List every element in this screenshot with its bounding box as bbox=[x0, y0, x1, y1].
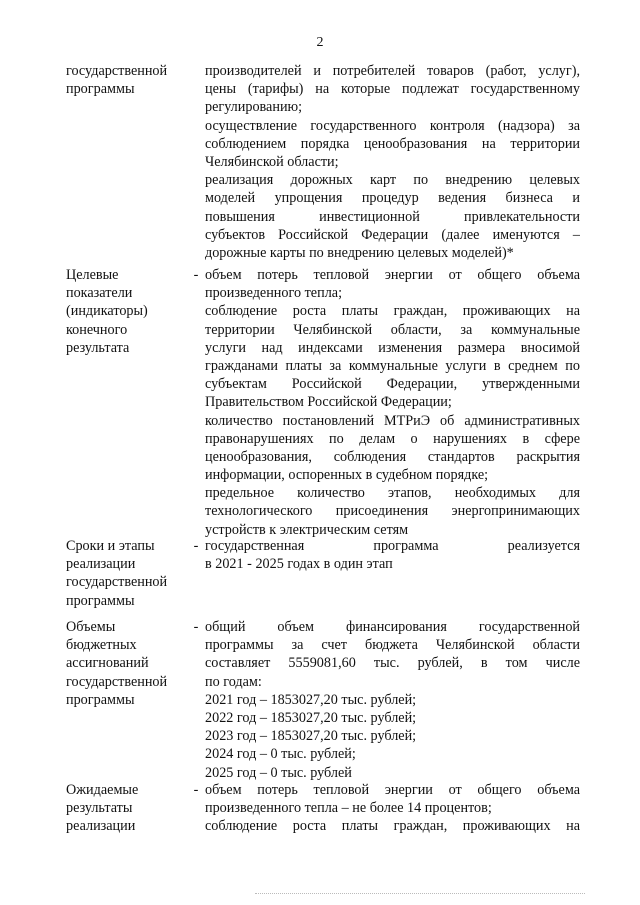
content-line: правонарушениях по делам о нарушениях в сфере bbox=[205, 430, 580, 447]
content-line: соблюдение роста платы граждан, проживающих на bbox=[205, 818, 580, 835]
content-line: услуги над индексами изменения размера вносимой bbox=[205, 339, 580, 356]
content-line: соблюдение роста платы граждан, проживающих на bbox=[205, 303, 580, 320]
section-dash: - bbox=[193, 267, 199, 283]
section-label bbox=[66, 266, 186, 357]
content-line: соблюдением порядка ценообразования на территории bbox=[205, 135, 580, 152]
label-line: реализации bbox=[66, 818, 136, 835]
content-line: регулированию; bbox=[205, 99, 303, 116]
label-line: программы bbox=[66, 81, 135, 98]
label-line: программы bbox=[66, 592, 135, 609]
label-line: ассигнований bbox=[66, 655, 149, 672]
label-line: Сроки и этапы bbox=[66, 538, 155, 554]
label-line: конечного bbox=[66, 321, 128, 338]
section-dash: - bbox=[193, 538, 199, 554]
content-line: произведенного тепла – не более 14 процентов; bbox=[205, 800, 492, 817]
section-label bbox=[66, 781, 186, 836]
scan-artifact-line bbox=[255, 893, 585, 895]
label-line: программы bbox=[66, 691, 135, 708]
section-label bbox=[66, 62, 186, 98]
content-line: повышения инвестиционной привлекательности bbox=[205, 208, 580, 225]
label-line: государственной bbox=[66, 574, 168, 591]
label-line: бюджетных bbox=[66, 637, 137, 654]
content-line: Челябинской области; bbox=[205, 153, 339, 170]
content-line: объем потерь тепловой энергии от общего объема bbox=[205, 782, 580, 798]
page-number: 2 bbox=[316, 35, 324, 50]
section-content bbox=[205, 62, 580, 262]
content-line: гражданами платы за коммунальные услуги в среднем по bbox=[205, 357, 580, 374]
label-line: государственной bbox=[66, 63, 168, 79]
content-line: составляет 5559081,60 тыс. рублей, в том числе bbox=[205, 655, 580, 672]
content-line: предельное количество этапов, необходимых для bbox=[205, 485, 580, 502]
content-line: количество постановлений МТРиЭ об административных bbox=[205, 412, 580, 429]
section-content bbox=[205, 781, 580, 836]
label-line: Объемы bbox=[66, 619, 116, 635]
section-content bbox=[205, 537, 580, 573]
content-line: технологического присоединения энергопринимающих bbox=[205, 503, 580, 520]
content-line: устройств к электрическим сетям bbox=[205, 521, 409, 538]
content-line: моделей упрощения процедур ведения бизнеса и bbox=[205, 190, 580, 207]
content-line: 2023 год – 1853027,20 тыс. рублей; bbox=[205, 728, 417, 745]
content-line: субъектам Российской Федерации, утвержденными bbox=[205, 376, 580, 393]
content-line: объем потерь тепловой энергии от общего объема bbox=[205, 267, 580, 283]
content-line: Правительством Российской Федерации; bbox=[205, 394, 452, 411]
section-content bbox=[205, 618, 580, 782]
content-line: 2024 год – 0 тыс. рублей; bbox=[205, 746, 356, 763]
content-line: произведенного тепла; bbox=[205, 285, 343, 302]
content-line: цены (тарифы) на которые подлежат государственному bbox=[205, 81, 580, 98]
content-line: субъектов Российской Федерации (далее именуются – bbox=[205, 226, 580, 243]
label-line: реализации bbox=[66, 556, 136, 573]
content-line: информации, оспоренных в судебном порядке; bbox=[205, 467, 489, 484]
content-line: общий объем финансирования государственной bbox=[205, 619, 580, 635]
content-line: реализация дорожных карт по внедрению целевых bbox=[205, 172, 580, 189]
section-dash: - bbox=[193, 782, 199, 798]
label-line: результаты bbox=[66, 800, 133, 817]
section-content bbox=[205, 266, 580, 539]
label-line: государственной bbox=[66, 673, 168, 690]
content-line: 2025 год – 0 тыс. рублей bbox=[205, 764, 352, 781]
content-line: территории Челябинской области, за коммунальные bbox=[205, 321, 580, 338]
section-label bbox=[66, 618, 186, 709]
label-line: (индикаторы) bbox=[66, 303, 148, 320]
content-line: в 2021 - 2025 годах в один этап bbox=[205, 556, 393, 573]
content-line: по годам: bbox=[205, 673, 262, 690]
content-line: 2022 год – 1853027,20 тыс. рублей; bbox=[205, 709, 417, 726]
section-label bbox=[66, 537, 186, 610]
label-line: результата bbox=[66, 339, 130, 356]
content-line: дорожные карты по внедрению целевых моделей)* bbox=[205, 244, 514, 261]
content-line: программы за счет бюджета Челябинской области bbox=[205, 637, 580, 654]
label-line: показатели bbox=[66, 285, 133, 302]
content-line: государственная программа реализуется bbox=[205, 538, 580, 554]
content-line: 2021 год – 1853027,20 тыс. рублей; bbox=[205, 691, 417, 708]
content-line: осуществление государственного контроля (надзора) за bbox=[205, 117, 580, 134]
label-line: Целевые bbox=[66, 267, 119, 283]
section-dash: - bbox=[193, 619, 199, 635]
content-line: ценообразования, соблюдения стандартов раскрытия bbox=[205, 448, 580, 465]
content-line: производителей и потребителей товаров (работ, услуг), bbox=[205, 63, 580, 79]
label-line: Ожидаемые bbox=[66, 782, 139, 798]
